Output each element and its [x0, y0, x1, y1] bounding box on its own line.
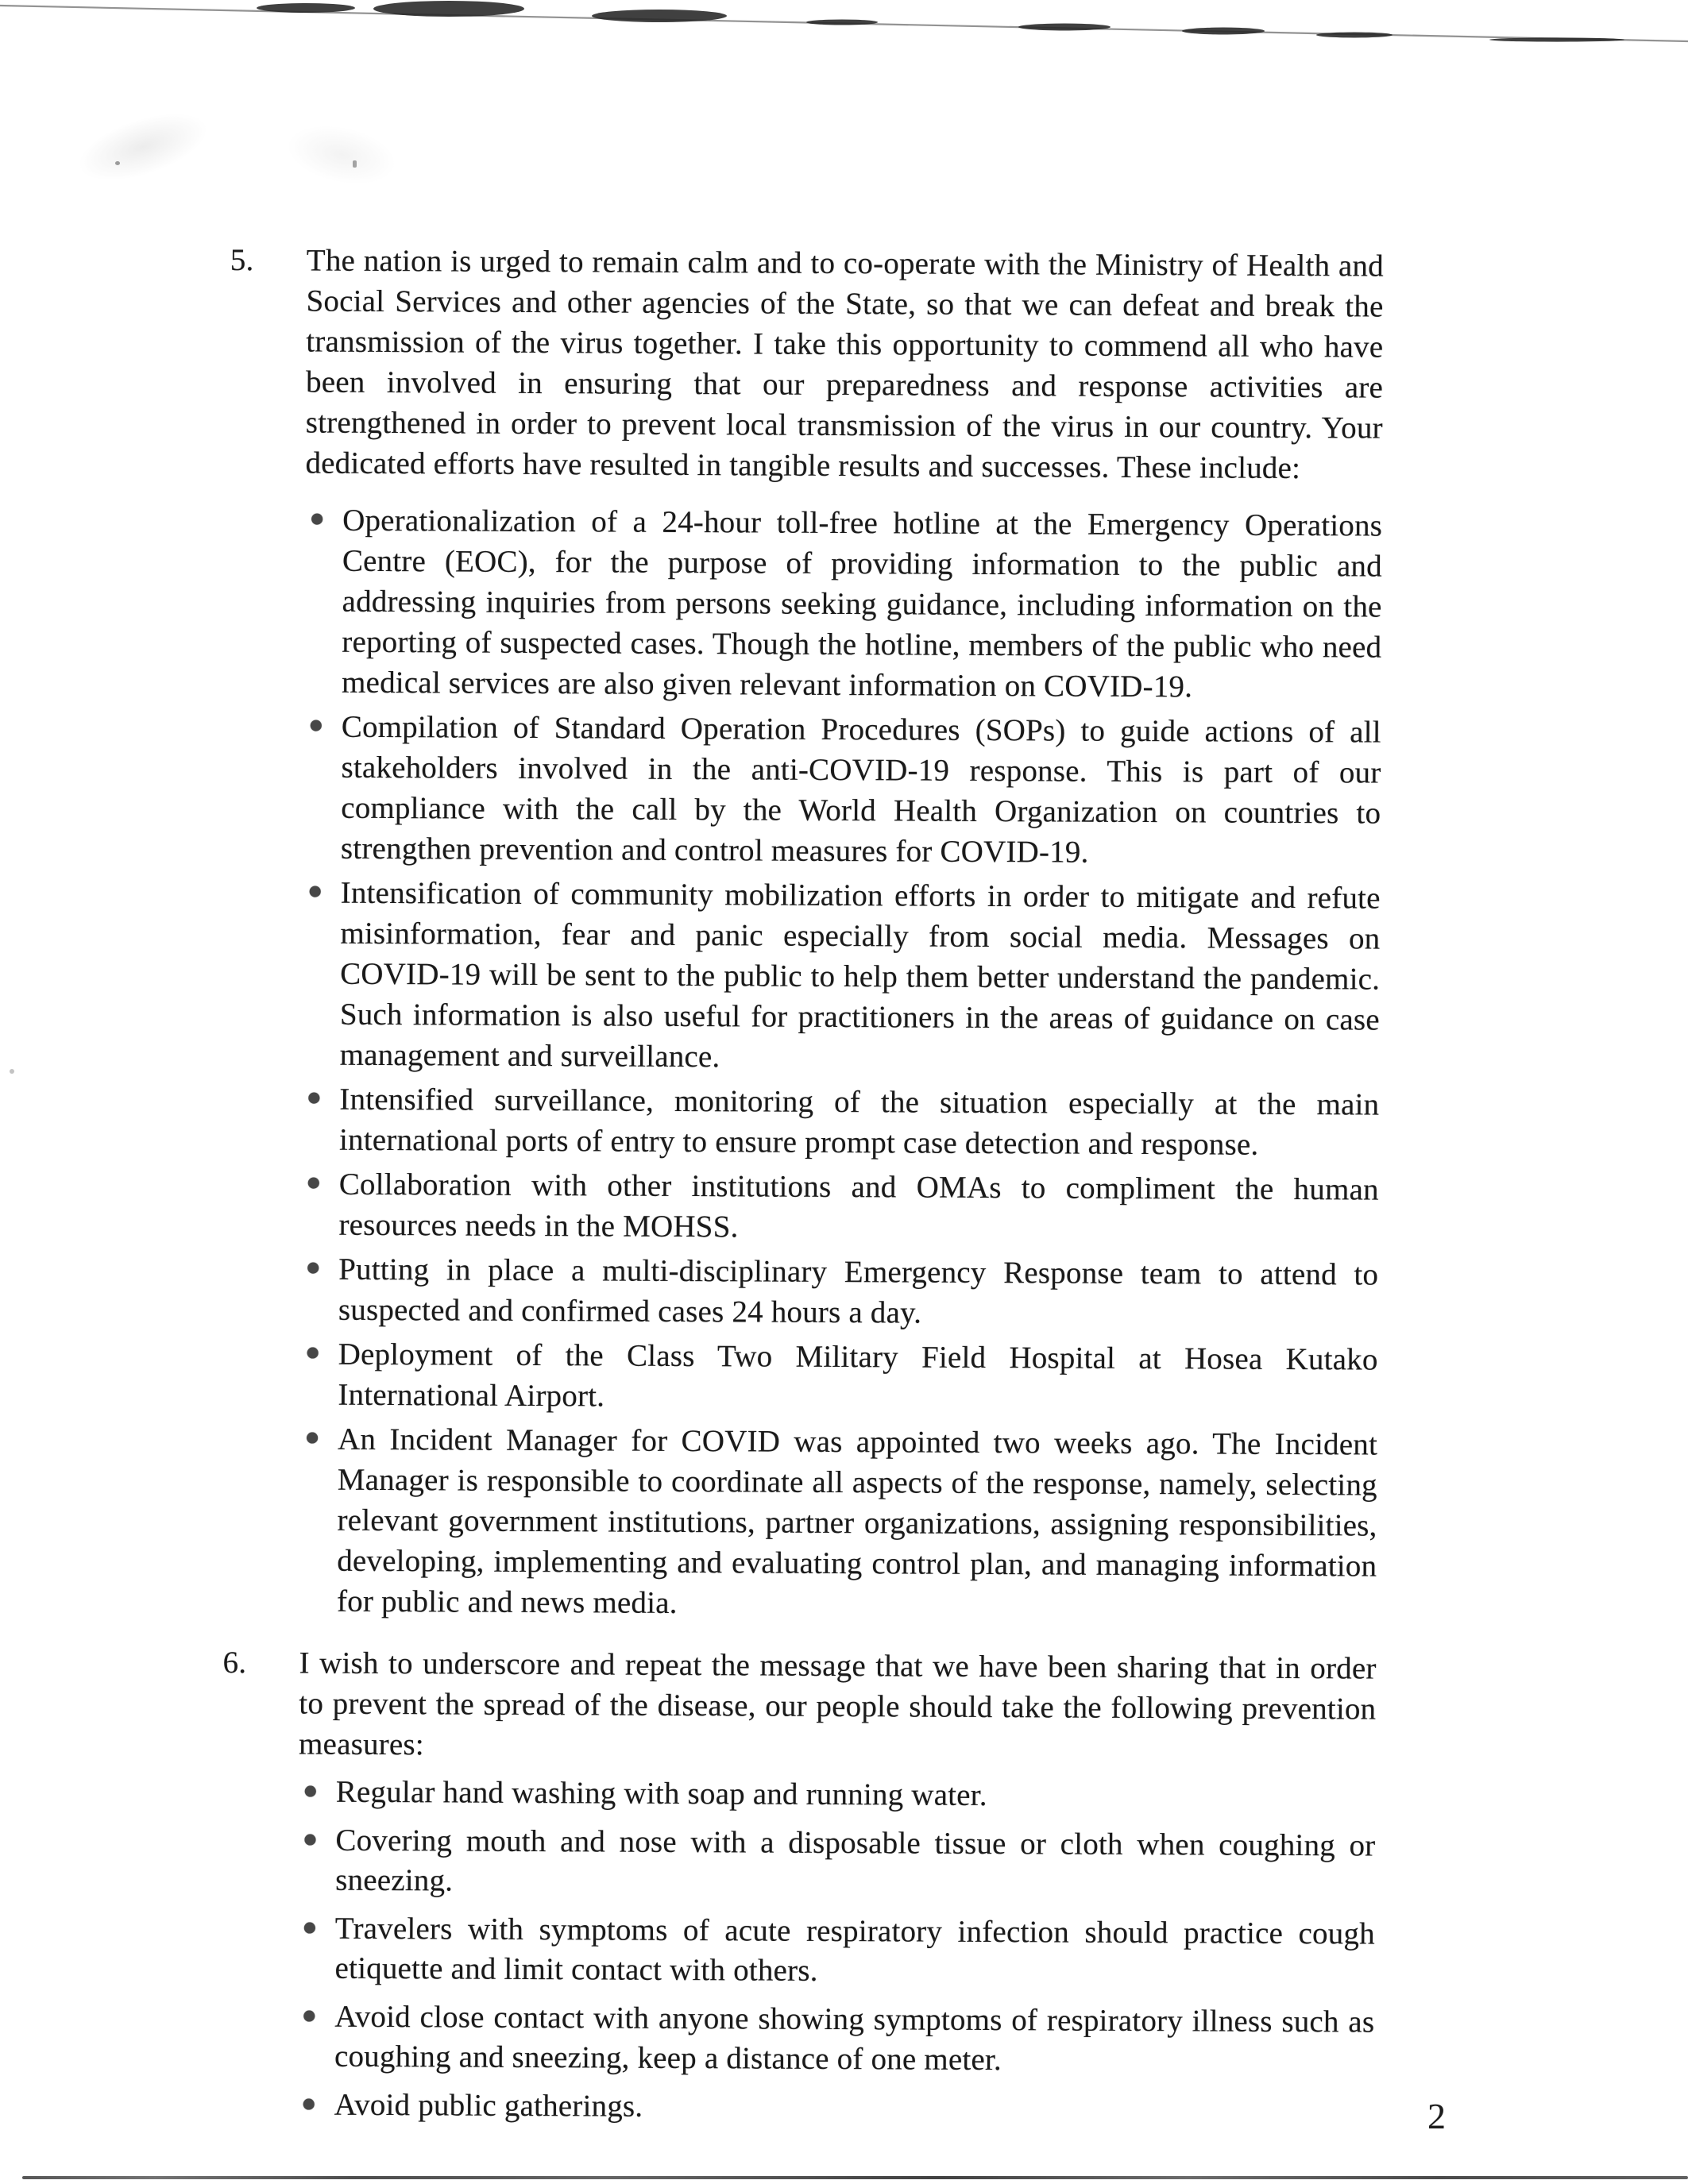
bullet-icon	[307, 1433, 318, 1444]
ink-speck	[115, 161, 120, 165]
bullet-icon	[311, 720, 322, 731]
bullet-item	[306, 1164, 1379, 1251]
section-intro: I wish to underscore and repeat the message that we have been sharing that in order to prevent the spread of the disease, our people should take the following prevention measures:	[298, 1646, 1377, 1762]
bullet-item	[302, 2086, 1374, 2131]
bullet-item	[306, 1249, 1379, 1336]
bullet-text: Operationalization of a 24-hour toll-free hotline at the Emergency Operations Centre (EOC), for the purpose of providing information to the public and addressing inquiries from persons seeking guidance, including information on the reporting of suspected cases. Though the hotline, members of the public who need medical services are also given relevant information on COVID-19.	[341, 503, 1383, 704]
bullet-list	[302, 1773, 1376, 2131]
bullet-item	[307, 873, 1380, 1081]
scan-artifact-bottom	[22, 2176, 1688, 2179]
bullet-icon	[310, 886, 321, 897]
section-intro: The nation is urged to remain calm and to co-operate with the Ministry of Health and Social Services and other agencies of the State, so that we can defeat and break the transmission of the virus together. I take this opportunity to commend all who have been involved in ensuring that our preparedness and response activities are strengthened in order to prevent local transmission of the virus in our country. Your dedicated efforts have resulted in tangible results and successes. These include:	[305, 243, 1384, 486]
bullet-icon	[307, 1263, 319, 1274]
section-body	[297, 1642, 1377, 2139]
bullet-icon	[307, 1348, 319, 1359]
section-body	[299, 241, 1384, 1631]
pencil-smudge	[281, 116, 401, 194]
bullet-icon	[303, 2099, 315, 2110]
bullet-item	[304, 1419, 1377, 1627]
bullet-text: Putting in place a multi-disciplinary Emergency Response team to attend to suspected and confirmed cases 24 hours a day.	[338, 1252, 1379, 1330]
bullet-text: Collaboration with other institutions and OMAs to compliment the human resources needs in the MOHSS.	[338, 1167, 1379, 1244]
bullet-item	[303, 1773, 1376, 1818]
page-number: 2	[1427, 2096, 1446, 2136]
bullet-text: Travelers with symptoms of acute respiratory infection should practice cough etiquette and limit contact with others.	[334, 1911, 1375, 1988]
bullet-icon	[308, 1178, 319, 1189]
bullet-text: Regular hand washing with soap and running water.	[335, 1774, 987, 1813]
bullet-text: Intensified surveillance, monitoring of the situation especially at the main international ports of entry to ensure prompt case detection and response.	[338, 1082, 1380, 1162]
bullet-icon	[303, 2011, 315, 2022]
bullet-text: Avoid close contact with anyone showing symptoms of respiratory illness such as coughing and sneezing, keep a distance of one meter.	[334, 1999, 1375, 2078]
bullet-text: Covering mouth and nose with a disposable tissue or cloth when coughing or sneezing.	[335, 1823, 1376, 1898]
ink-speck	[353, 160, 357, 168]
bullet-icon	[304, 1923, 315, 1934]
bullet-item	[302, 1997, 1375, 2082]
bullet-icon	[311, 514, 323, 525]
bullet-list	[304, 500, 1382, 1627]
bullet-item	[308, 707, 1381, 874]
bullet-item	[309, 500, 1382, 708]
bullet-item	[302, 1909, 1375, 1994]
bullet-icon	[308, 1093, 319, 1104]
section-number: 5.	[230, 242, 254, 278]
bullet-icon	[305, 1786, 316, 1797]
bullet-text: Intensification of community mobilization efforts in order to mitigate and refute misinformation, fear and panic especially from social media. Messages on COVID-19 will be sent to the public to help them better understand the pandemic. Such information is also useful for practitioners in the areas of guidance on case management and surveillance.	[339, 875, 1381, 1075]
bullet-text: Compilation of Standard Operation Procedures (SOPs) to guide actions of all stakeholders involved in the anti-COVID-19 response. This is part of our compliance with the call by the World Health Organization on countries to strengthen prevention and control measures for COVID-19.	[340, 709, 1381, 870]
bullet-item	[303, 1821, 1376, 1906]
bullet-item	[307, 1079, 1380, 1166]
section-6	[221, 1642, 1377, 2140]
section-5	[223, 240, 1384, 1631]
ink-speck	[10, 1069, 14, 1074]
page-content	[221, 240, 1384, 2140]
bullet-icon	[304, 1835, 315, 1846]
bullet-text: Avoid public gatherings.	[334, 2087, 643, 2124]
bullet-text: An Incident Manager for COVID was appointed two weeks ago. The Incident Manager is responsible to coordinate all aspects of the response, namely, selecting relevant government institutions, partner organizations, assigning responsibilities, developing, implementing and evaluating control plan, and managing information for public and news media.	[336, 1422, 1378, 1620]
section-number: 6.	[222, 1645, 247, 1680]
bullet-text: Deployment of the Class Two Military Field Hospital at Hosea Kutako International Airport.	[338, 1337, 1378, 1414]
pencil-smudge	[70, 99, 215, 194]
scan-artifact-top-icon	[0, 0, 1688, 71]
bullet-item	[305, 1334, 1378, 1421]
